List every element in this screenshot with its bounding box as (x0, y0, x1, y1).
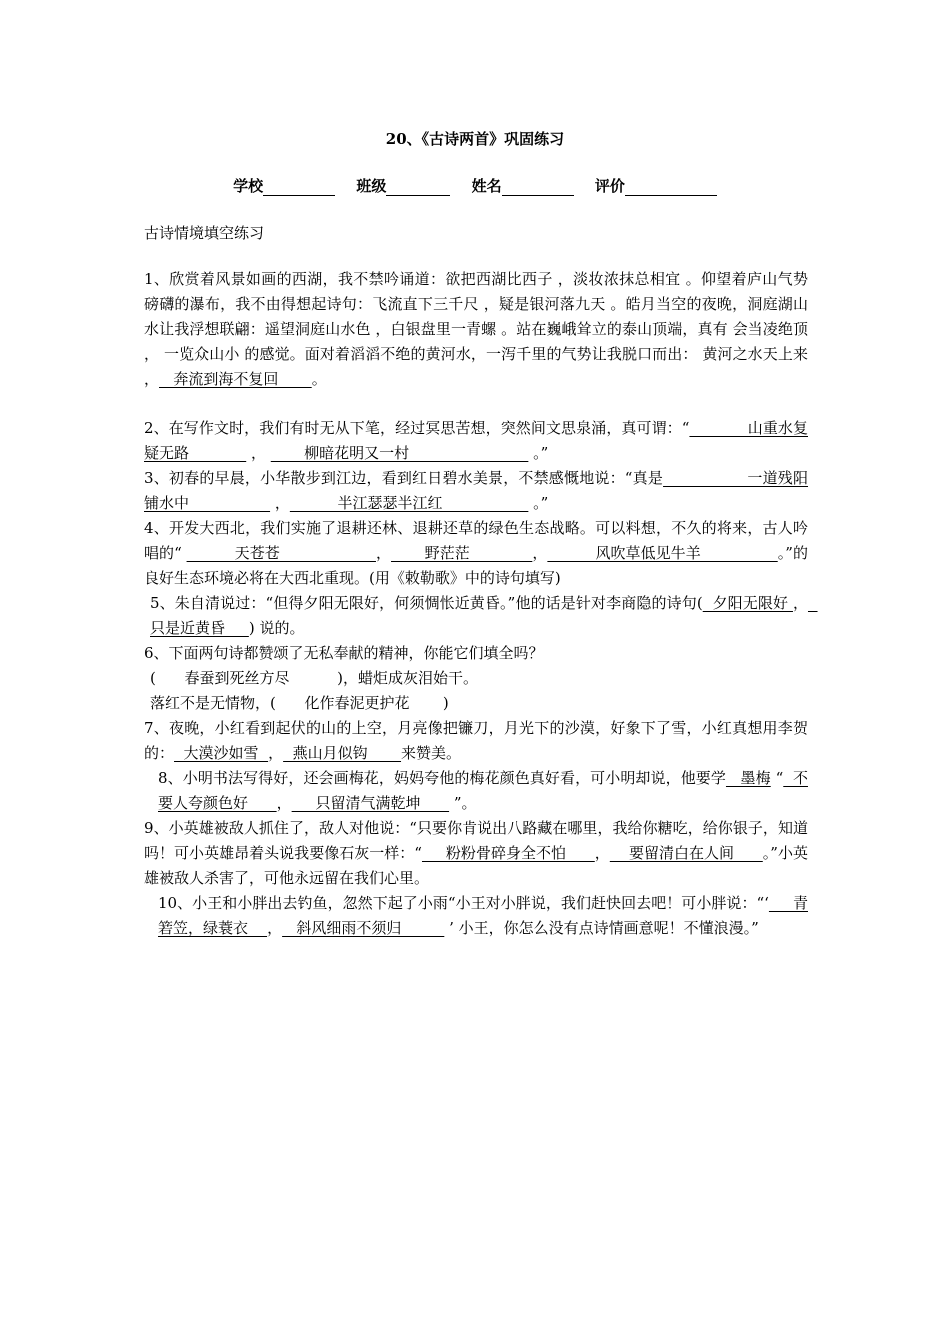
answer-blank: 燕山月似钩 (283, 744, 402, 762)
answer-blank: 斜风细雨不须归 (282, 919, 445, 937)
answer-blank: 墨梅 (725, 769, 771, 787)
question-6-line-1: ( 春蚕到死丝方尽 )，蜡炬成灰泪始干。 (150, 669, 478, 687)
class-blank[interactable] (386, 179, 450, 196)
name-blank[interactable] (502, 179, 574, 196)
answer-blank: 要留清白在人间 (609, 844, 763, 862)
answer-blank: 粉粉骨碎身全不怕 (421, 844, 595, 862)
answer-blank: 风吹草低见牛羊 (547, 544, 778, 562)
answer-blank: 柳暗花明又一村 (270, 444, 529, 462)
student-info-row (0, 175, 950, 196)
question-2: 2、在写作文时，我们有时无从下笔，经过冥思苦想，突然间文思泉涌，真可谓：“ 山重水复疑无路 ， 柳暗花明又一村 。” (144, 419, 808, 462)
answer-blank: 只留清气满乾坤 (291, 794, 450, 812)
answer-blank: 不要人夸颜色好 (158, 769, 808, 812)
school-field: 学校 (233, 175, 335, 196)
answer-blank: 夕阳无限好 (702, 594, 793, 612)
answer-blank: 青箬笠，绿蓑衣 (158, 894, 808, 937)
question-6: 6、下面两句诗都赞颂了无私奉献的精神，你能它们填全吗？ (144, 644, 544, 662)
class-field: 班级 (356, 175, 450, 196)
page-title: 20、《古诗两首》巩固练习 (385, 130, 565, 148)
exercise-body (144, 267, 818, 941)
question-9: 9、小英雄被敌人抓住了，敌人对他说：“只要你肯说出八路藏在哪里，我给你糖吃，给你银子，知道吗！可小英雄昂着头说我要像石灰一样：“ 粉粉骨碎身全不怕 ， 要留清白在人间 。”小英雄被敌人杀害了，可他永远留在我们心里。 (144, 819, 809, 887)
name-field: 姓名 (472, 175, 574, 196)
answer-blank: 天苍苍 (186, 544, 376, 562)
answer-blank: 山重水复疑无路 (144, 419, 808, 462)
answer-blank: 大漠沙如雪 (174, 744, 269, 762)
question-3: 3、初春的早晨，小华散步到江边，看到红日碧水美景，不禁感慨地说：“真是 一道残阳铺水中 ， 半江瑟瑟半江红 。” (144, 469, 809, 512)
answer-blank: 半江瑟瑟半江红 (289, 494, 529, 512)
question-7: 7、夜晚，小红看到起伏的山的上空，月亮像把镰刀，月光下的沙漠，好象下了雪，小红真想用李贺的： 大漠沙如雪 ， 燕山月似钩 来赞美。 (144, 719, 808, 762)
school-blank[interactable] (263, 179, 335, 196)
answer-blank: 野茫茫 (391, 544, 533, 562)
question-10: 10、小王和小胖出去钓鱼，忽然下起了小雨“小王对小胖说，我们赶快回去吧！可小胖说：“‘ 青箬笠，绿蓑衣 ， 斜风细雨不须归 ’ 小王，你怎么没有点诗情画意呢！不懂浪漫。” (158, 894, 808, 937)
answer-blank: 只是近黄昏 (150, 594, 818, 637)
question-6-line-2: 落红不是无情物，( 化作春泥更护花 ) (150, 694, 449, 712)
question-8: 8、小明书法写得好，还会画梅花，妈妈夸他的梅花颜色真好看，可小明却说，他要学 墨梅 “ 不要人夸颜色好 ， 只留清气满乾坤 ”。 (158, 769, 808, 812)
grade-blank[interactable] (625, 179, 717, 196)
grade-field: 评价 (595, 175, 717, 196)
question-4: 4、开发大西北，我们实施了退耕还林、退耕还草的绿色生态战略。可以料想，不久的将来，古人吟唱的“ 天苍苍 ， 野茫茫 ， 风吹草低见牛羊 。”的良好生态环境必将在大西北重现。(用《敕勒歌》中的诗句填写) (144, 519, 808, 587)
answer-blank: 奔流到海不复回 (159, 370, 312, 388)
section-title: 古诗情境填空练习 (144, 224, 265, 242)
question-5: 5、朱自清说过：“但得夕阳无限好，何须惆怅近黄昏。”他的话是针对李商隐的诗句( 夕阳无限好 ， 只是近黄昏 ) 说的。 (150, 594, 818, 637)
answer-blank: 一道残阳铺水中 (144, 469, 809, 512)
question-1: 1、欣赏着风景如画的西湖，我不禁吟诵道：欲把西湖比西子 ，淡妆浓抹总相宜 。仰望着庐山气势磅礴的瀑布，我不由得想起诗句：飞流直下三千尺 ，疑是银河落九天 。皓月当空的夜晚，洞庭湖山水让我浮想联翩：遥望洞庭山水色 ，白银盘里一青螺 。站在巍峨耸立的泰山顶端，真有 会当凌绝顶 ， 一览众山小 的感觉。面对着滔滔不绝的黄河水，一泻千里的气势让我脱口而出： 黄河之水天上来 ， 奔流到海不复回 。 (144, 270, 808, 388)
